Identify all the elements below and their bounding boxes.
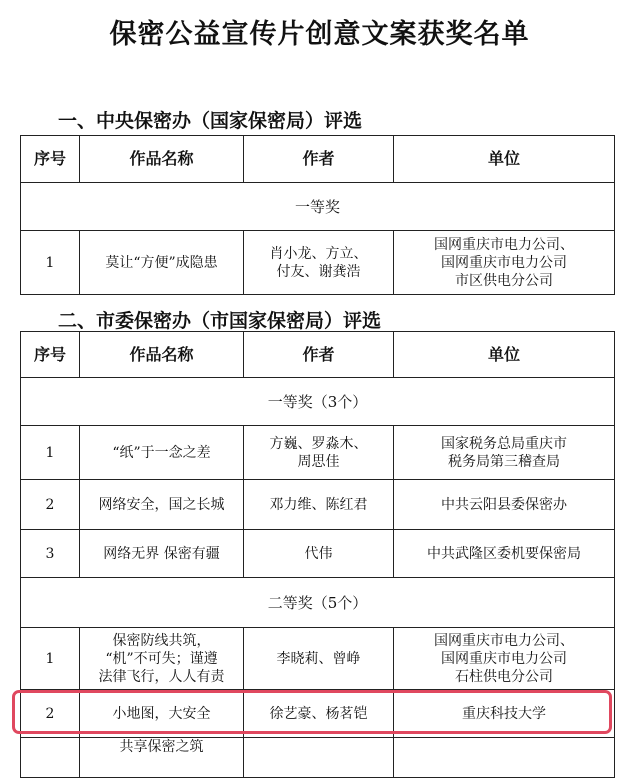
table-row xyxy=(21,628,615,690)
cell-no: 2 xyxy=(21,480,80,530)
cell-work: 网络安全，国之长城 xyxy=(80,480,244,530)
cell-unit: 国网重庆市电力公司、 国网重庆市电力公司 市区供电分公司 xyxy=(394,231,615,295)
section-1-table xyxy=(20,135,615,295)
cell-no: 1 xyxy=(21,426,80,480)
cell-author: 方巍、罗淼木、 周思佳 xyxy=(244,426,394,480)
header-no: 序号 xyxy=(21,332,80,378)
cell-work: 共享保密之筑 xyxy=(80,738,244,778)
cell-work: 保密防线共筑， “机”不可失；谨遵 法律飞行，人人有责 xyxy=(80,628,244,690)
header-author: 作者 xyxy=(244,332,394,378)
award-row xyxy=(21,378,615,426)
header-work: 作品名称 xyxy=(80,136,244,183)
cell-author: 邓力维、陈红君 xyxy=(244,480,394,530)
table-header-row xyxy=(21,136,615,183)
cell-author: 徐艺豪、杨茗铠 xyxy=(244,690,394,738)
award-label: 一等奖 xyxy=(21,183,615,231)
table-row xyxy=(21,480,615,530)
cell-no: 1 xyxy=(21,628,80,690)
cell-no: 2 xyxy=(21,690,80,738)
table-row xyxy=(21,426,615,480)
table-row xyxy=(21,530,615,578)
cell-author xyxy=(244,738,394,778)
cell-unit: 重庆科技大学 xyxy=(394,690,615,738)
header-work: 作品名称 xyxy=(80,332,244,378)
award-label: 二等奖（5个） xyxy=(21,578,615,628)
table-header-row xyxy=(21,332,615,378)
cell-no: 1 xyxy=(21,231,80,295)
cell-author: 肖小龙、方立、 付友、谢龚浩 xyxy=(244,231,394,295)
cell-work: 莫让“方便”成隐患 xyxy=(80,231,244,295)
header-no: 序号 xyxy=(21,136,80,183)
award-row xyxy=(21,183,615,231)
header-unit: 单位 xyxy=(394,332,615,378)
cell-work: “纸”于一念之差 xyxy=(80,426,244,480)
header-unit: 单位 xyxy=(394,136,615,183)
table-row xyxy=(21,738,615,778)
table-row xyxy=(21,231,615,295)
cell-unit: 中共云阳县委保密办 xyxy=(394,480,615,530)
award-row xyxy=(21,578,615,628)
section-2-table xyxy=(20,331,615,778)
cell-unit: 中共武隆区委机要保密局 xyxy=(394,530,615,578)
cell-unit: 国家税务总局重庆市 税务局第三稽查局 xyxy=(394,426,615,480)
award-label: 一等奖（3个） xyxy=(21,378,615,426)
cell-no: 3 xyxy=(21,530,80,578)
cell-author: 李晓莉、曾峥 xyxy=(244,628,394,690)
cell-work: 网络无界 保密有疆 xyxy=(80,530,244,578)
cell-unit xyxy=(394,738,615,778)
table-row-highlighted xyxy=(21,690,615,738)
cell-no xyxy=(21,738,80,778)
cell-work: 小地图，大安全 xyxy=(80,690,244,738)
section-1-heading: 一、中央保密办（国家保密局）评选 xyxy=(58,110,363,132)
document-title: 保密公益宣传片创意文案获奖名单 xyxy=(109,19,530,50)
cell-author: 代伟 xyxy=(244,530,394,578)
cell-unit: 国网重庆市电力公司、 国网重庆市电力公司 石柱供电分公司 xyxy=(394,628,615,690)
section-2-heading: 二、市委保密办（市国家保密局）评选 xyxy=(58,310,382,332)
header-author: 作者 xyxy=(244,136,394,183)
